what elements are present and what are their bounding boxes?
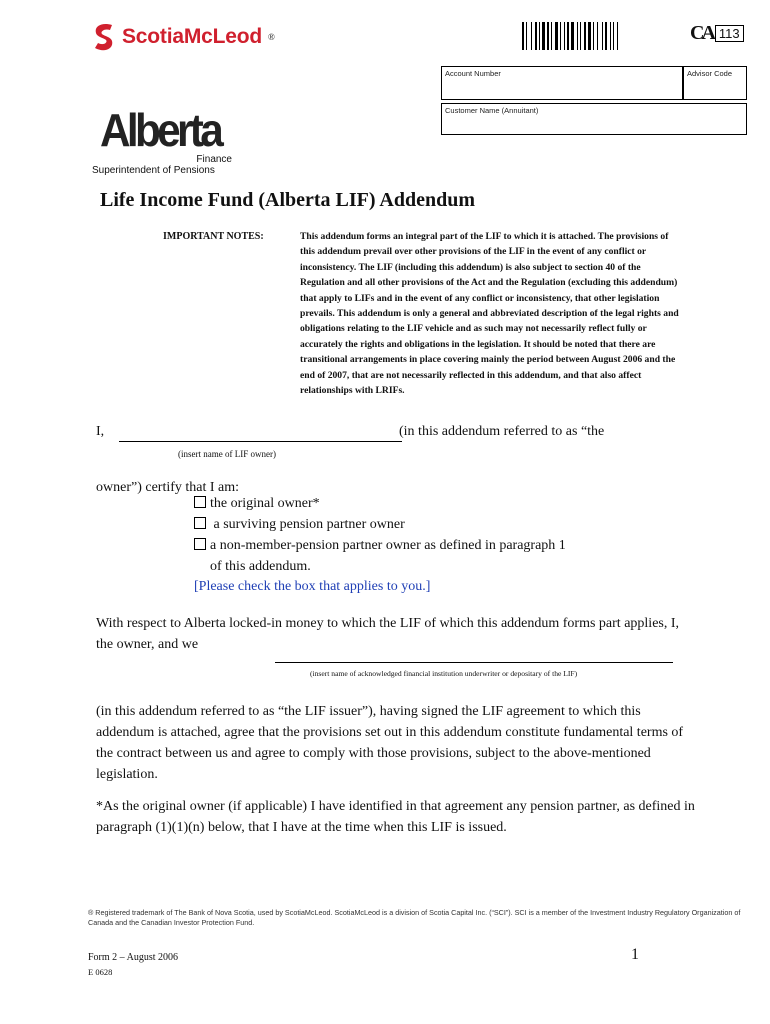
notes-text: This addendum forms an integral part of the LIF to which it is attached. The provisions of this addendum prevail over other provisions of the LIF in the event of any conflict or inconsistency. The LIF (including this addendum) is also subject to section 40 of the Regulation and all other provisions of the Act and the Regulation (excluding this addendum) that apply to LIFs and in the event of any conflict or inconsistency, that other legislation prevails. This addendum is only a general and abbreviated description of the legal rights and obligations relating to the LIF vehicle and as such may not necessarily reflect fully or accurately the rights and obligations in the legislation. It should be noted that there are transitional arrangements in place covering mainly the period between August 2006 and the end of 2007, that are not necessarily reflected in this addendum, and that also affect relationships with LRIFs. [300, 231, 679, 397]
notes-label: IMPORTANT NOTES: [163, 231, 264, 242]
form-identifier: Form 2 – August 2006 [88, 952, 179, 963]
form-code: E 0628 [88, 967, 113, 977]
account-number-label: Account Number [445, 69, 501, 78]
form-code-badge [690, 22, 744, 45]
check-instruction: [Please check the box that applies to you.] [194, 579, 431, 594]
checkbox[interactable] [194, 517, 206, 529]
alberta-office: Superintendent of Pensions [92, 165, 215, 176]
owner-name-input[interactable] [119, 441, 402, 442]
owner-reference-text: (in this addendum referred to as “the [399, 424, 605, 439]
barcode-icon [522, 22, 672, 50]
trademark-footnote: ® Registered trademark of The Bank of Nova Scotia, used by ScotiaMcLeod. ScotiaMcLeod is a division of Scotia Capital Inc. (“SCI”). SCI is a member of the Investment Industry Regulatory Organization of Canada and the Canadian Investor Protection Fund. [88, 908, 741, 927]
respect-paragraph: With respect to Alberta locked-in money to which the LIF of which this addendum forms part applies, I, the owner, and we [96, 616, 680, 652]
advisor-code-field[interactable] [683, 66, 747, 100]
owner-name-hint: (insert name of LIF owner) [178, 449, 276, 459]
alberta-department: Finance [196, 154, 232, 165]
alberta-wordmark: Alberta [100, 104, 221, 156]
issuer-name-hint: (insert name of acknowledged financial institution underwriter or depositary of the LIF) [310, 669, 578, 678]
option-label: a non-member-pension partner owner as defined in paragraph 1 [210, 538, 566, 553]
agreement-paragraph: (in this addendum referred to as “the LIF issuer”), having signed the LIF agreement to which this addendum is attached, agree that the provisions set out in this addendum constitute fundamental terms of the contract between us and agree to comply with those provisions, subject to the above-mentioned legislation. [96, 704, 684, 782]
customer-name-label: Customer Name (Annuitant) [445, 106, 539, 115]
checkbox[interactable] [194, 496, 206, 508]
page-number: 1 [631, 946, 639, 963]
alberta-logo [92, 104, 232, 176]
page-title: Life Income Fund (Alberta LIF) Addendum [100, 189, 476, 211]
pension-partner-paragraph: *As the original owner (if applicable) I have identified in that agreement any pension partner, as defined in paragraph (1)(1)(n) below, that I have at the time when this LIF is issued. [96, 799, 695, 835]
customer-name-field[interactable] [441, 103, 747, 135]
option-label: the original owner* [210, 496, 320, 511]
option-surviving-partner[interactable] [194, 517, 405, 533]
account-number-field[interactable] [441, 66, 683, 100]
i-label: I, [96, 424, 105, 439]
certify-text: owner”) certify that I am: [96, 480, 240, 495]
issuer-name-input[interactable] [275, 662, 673, 663]
form-prefix: CA [690, 22, 713, 44]
option-label-continued: of this addendum. [210, 559, 311, 574]
option-original-owner[interactable] [194, 496, 320, 512]
option-non-member-partner[interactable] [194, 538, 566, 554]
checkbox[interactable] [194, 538, 206, 550]
advisor-code-label: Advisor Code [687, 69, 733, 78]
scotiamcleod-logo [92, 22, 275, 52]
form-number: 113 [715, 25, 744, 42]
registered-mark: ® [267, 32, 275, 42]
brand-name: ScotiaMcLeod [122, 25, 262, 48]
option-label: a surviving pension partner owner [210, 517, 405, 532]
scotia-flying-s-icon [92, 22, 116, 52]
